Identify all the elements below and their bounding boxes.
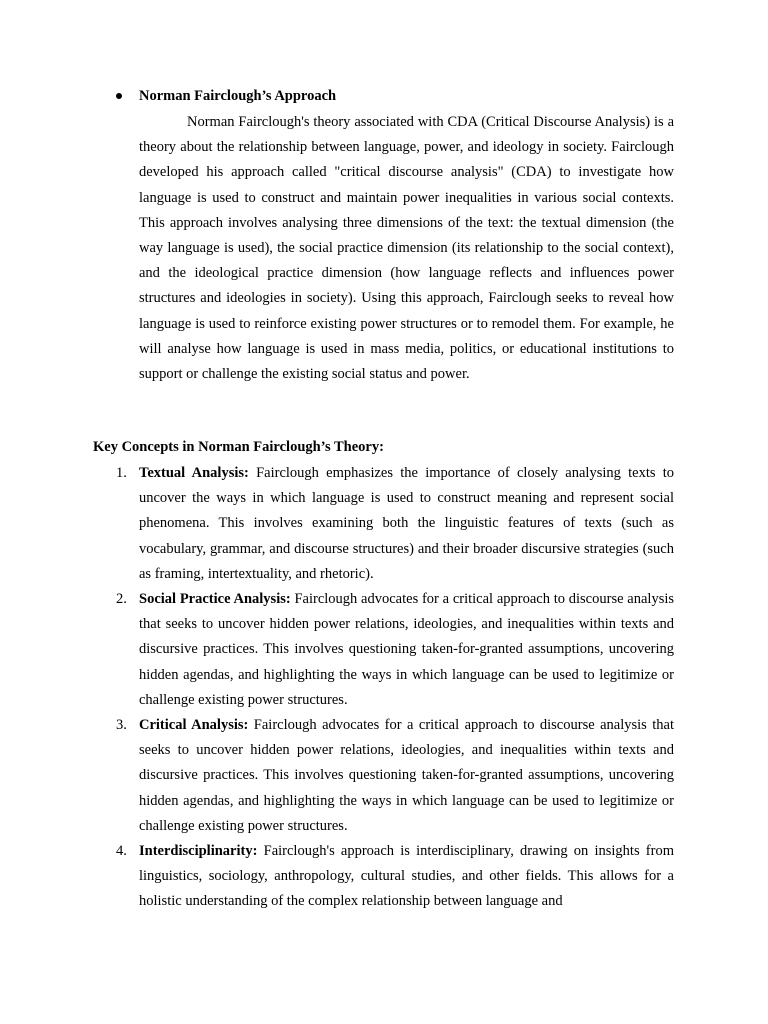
- list-item-term: Interdisciplinarity:: [139, 843, 258, 860]
- list-item-text: Fairclough advocates for a critical approach to discourse analysis that seeks to uncover hidden power relations, ideologies, and inequalities within texts and discursive practices. This involves questioning taken-for-granted assumptions, uncovering hidden agendas, and highlighting the ways in which language can be used to legitimize or challenge existing power structures.: [139, 717, 674, 834]
- list-item: [93, 713, 674, 839]
- list-item: [93, 461, 674, 587]
- list-item-number: 2.: [116, 591, 127, 608]
- list-item-term: Critical Analysis:: [139, 717, 249, 734]
- list-item-number: 3.: [116, 717, 127, 734]
- section-heading: Key Concepts in Norman Fairclough’s Theory:: [93, 439, 384, 455]
- list-item-term: Social Practice Analysis:: [139, 591, 291, 608]
- key-concepts-list: [93, 461, 674, 915]
- list-item-number: 1.: [116, 465, 127, 481]
- list-item: [93, 587, 674, 713]
- bullet-title: Norman Fairclough’s Approach: [139, 88, 337, 104]
- list-item-text: Fairclough's approach is interdisciplinary, drawing on insights from linguistics, sociology, anthropology, cultural studies, and other fields. This allows for a holistic understanding of the complex relationship between language and: [139, 843, 674, 910]
- list-item-term: Textual Analysis:: [139, 465, 249, 481]
- list-item-text: Fairclough emphasizes the importance of closely analysing texts to uncover the ways in which language is used to construct meaning and represent social phenomena. This involves examining both the linguistic features of texts (such as vocabulary, grammar, and discourse structures) and their broader discursive strategies (such as framing, intertextuality, and rhetoric).: [139, 465, 675, 582]
- list-item-text: Fairclough advocates for a critical approach to discourse analysis that seeks to uncover hidden power relations, ideologies, and inequalities within texts and discursive practices. This involves questioning taken-for-granted assumptions, uncovering hidden agendas, and highlighting the ways in which language can be used to legitimize or challenge existing power structures.: [139, 591, 675, 708]
- list-item-number: 4.: [116, 843, 127, 860]
- list-item: [93, 839, 674, 915]
- bullet-paragraph: Norman Fairclough's theory associated with CDA (Critical Discourse Analysis) is a theory about the relationship between language, power, and ideology in society. Fairclough developed his approach called "critical discourse analysis" (CDA) to investigate how language is used to construct and maintain power inequalities in various social contexts. This approach involves analysing three dimensions of the text: the textual dimension (the way language is used), the social practice dimension (its relationship to the social context), and the ideological practice dimension (how language reflects and influences power structures and ideologies in society). Using this approach, Fairclough seeks to reveal how language is used to reinforce existing power structures or to remodel them. For example, he will analyse how language is used in mass media, politics, or educational institutions to support or challenge the existing social status and power.: [139, 114, 674, 383]
- bullet-icon: [116, 93, 122, 99]
